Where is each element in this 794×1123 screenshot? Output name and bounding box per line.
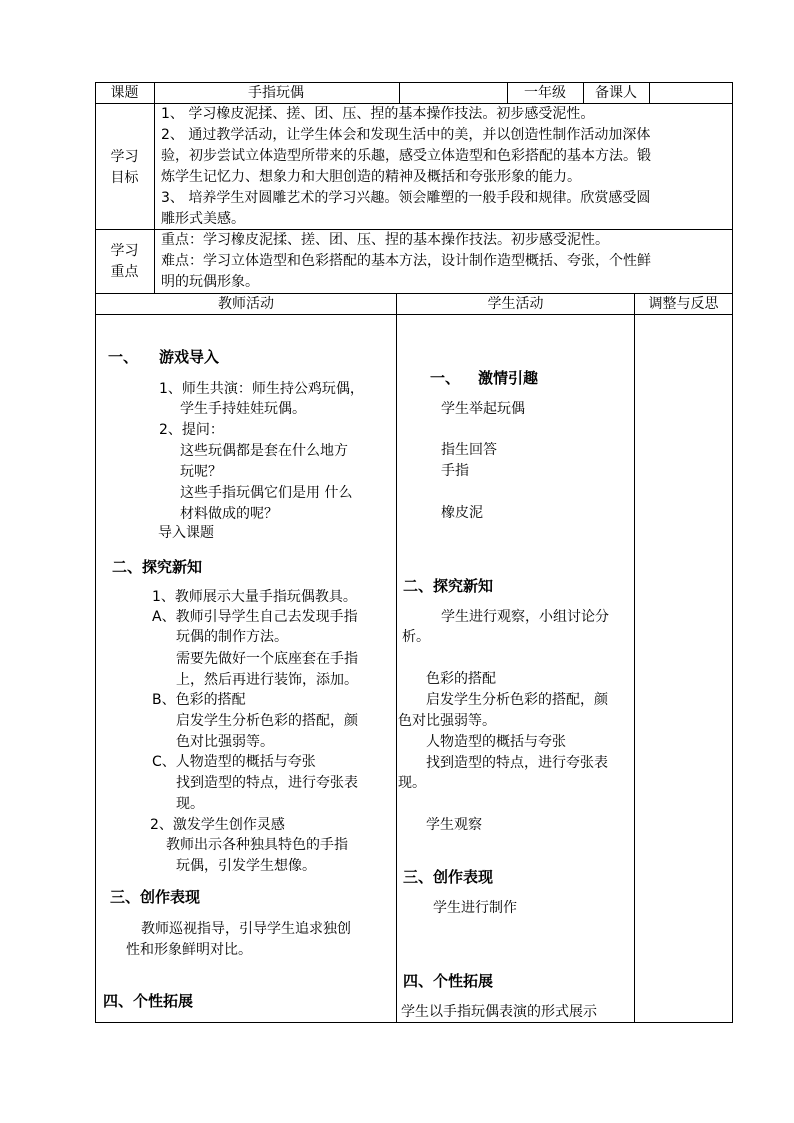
keypoints-label-line2: 重点 xyxy=(110,264,139,280)
teacher-text: 玩偶，引发学生想像。 xyxy=(176,858,316,874)
student-text: 橡皮泥 xyxy=(441,505,483,521)
student-text: 学生进行观察，小组讨论分 xyxy=(441,609,609,625)
grade-cell: 一年级 xyxy=(524,85,566,101)
teacher-section-3-title: 三、创作表现 xyxy=(110,888,201,906)
table-border-left xyxy=(95,82,96,1023)
teacher-text: 教师巡视指导，引导学生追求独创 xyxy=(141,921,351,937)
col-divider-teacher-student xyxy=(396,293,397,1023)
student-section-3-title: 三、创作表现 xyxy=(403,868,494,886)
table-border-right xyxy=(732,82,733,1023)
col-divider-student-reflection xyxy=(634,293,635,1023)
keypoint-line: 难点：学习立体造型和色彩搭配的基本方法，设计制作造型概括、夸张，个性鲜 xyxy=(161,253,651,269)
student-text: 学生观察 xyxy=(426,817,482,833)
teacher-text: C、人物造型的概括与夸张 xyxy=(152,754,316,770)
objective-line: 炼学生记忆力、想象力和大胆创造的精神及概括和夸张形象的能力。 xyxy=(161,169,581,185)
teacher-text: 性和形象鲜明对比。 xyxy=(126,942,252,958)
teacher-text: 现。 xyxy=(176,796,204,812)
teacher-text: 色对比强弱等。 xyxy=(176,734,274,750)
col-divider-header-a xyxy=(399,82,400,104)
teacher-text: 教师出示各种独具特色的手指 xyxy=(166,837,348,853)
teacher-text: 找到造型的特点，进行夸张表 xyxy=(176,775,358,791)
student-text: 学生以手指玩偶表演的形式展示 xyxy=(401,1004,597,1020)
reflection-header: 调整与反思 xyxy=(648,296,719,312)
teacher-text: 上，然后再进行装饰，添加。 xyxy=(176,672,358,688)
objectives-label-line2: 目标 xyxy=(110,170,139,186)
topic-label: 课题 xyxy=(110,85,139,101)
teacher-text: 学生手持娃娃玩偶。 xyxy=(180,401,306,417)
objectives-content xyxy=(161,104,729,230)
student-text: 人物造型的概括与夸张 xyxy=(426,734,566,750)
keypoints-content xyxy=(161,230,729,293)
student-text: 启发学生分析色彩的搭配，颜 xyxy=(426,692,608,708)
topic-value: 手指玩偶 xyxy=(248,85,304,101)
objective-line: 雕形式美感。 xyxy=(161,211,245,227)
student-text: 色对比强弱等。 xyxy=(398,713,496,729)
objective-line: 1、 学习橡皮泥揉、搓、团、压、捏的基本操作技法。初步感受泥性。 xyxy=(161,106,595,122)
keypoint-line: 重点：学习橡皮泥揉、搓、团、压、捏的基本操作技法。初步感受泥性。 xyxy=(161,232,609,248)
student-section-1-number: 一、 xyxy=(430,369,461,387)
teacher-text: 材料做成的呢？ xyxy=(180,506,278,522)
teacher-activity-header: 教师活动 xyxy=(218,296,274,312)
teacher-section-2-title: 二、探究新知 xyxy=(112,558,203,576)
teacher-text: 启发学生分析色彩的搭配，颜 xyxy=(176,713,358,729)
keypoint-line: 明的玩偶形象。 xyxy=(161,274,259,290)
teacher-text: B、色彩的搭配 xyxy=(152,692,246,708)
teacher-text: 这些手指玩偶它们是用 什么 xyxy=(180,485,353,501)
teacher-text: 1、教师展示大量手指玩偶教具。 xyxy=(152,589,357,605)
student-text: 指生回答 xyxy=(441,442,497,458)
teacher-text: 2、提问： xyxy=(159,422,224,438)
teacher-text: A、教师引导学生自己去发现手指 xyxy=(152,609,358,625)
student-text: 现。 xyxy=(398,775,426,791)
teacher-text: 玩呢？ xyxy=(180,464,222,480)
teacher-text: 1、师生共演：师生持公鸡玩偶， xyxy=(159,381,364,397)
teacher-text: 2、激发学生创作灵感 xyxy=(150,817,285,833)
student-text: 学生举起玩偶 xyxy=(441,401,525,417)
student-text: 学生进行制作 xyxy=(433,900,517,916)
student-text: 析。 xyxy=(402,629,430,645)
student-section-4-title: 四、个性拓展 xyxy=(403,972,494,990)
row-divider-columns xyxy=(95,314,733,315)
col-divider-label xyxy=(154,82,155,294)
preparer-label: 备课人 xyxy=(595,85,637,101)
teacher-section-1-number: 一、 xyxy=(108,348,139,366)
table-border-bottom xyxy=(95,1022,733,1023)
student-section-1-title: 激情引趣 xyxy=(478,369,539,387)
teacher-text: 需要先做好一个底座套在手指 xyxy=(176,651,358,667)
objective-line: 验，初步尝试立体造型所带来的乐趣，感受立体造型和色彩搭配的基本方法。锻 xyxy=(161,148,651,164)
student-section-2-title: 二、探究新知 xyxy=(403,577,494,595)
objective-line: 3、 培养学生对圆雕艺术的学习兴趣。领会雕塑的一般手段和规律。欣赏感受圆 xyxy=(161,190,651,206)
keypoints-label-line1: 学习 xyxy=(110,243,139,259)
teacher-text: 玩偶的制作方法。 xyxy=(176,629,288,645)
student-text: 找到造型的特点，进行夸张表 xyxy=(426,755,608,771)
teacher-section-4-title: 四、个性拓展 xyxy=(103,992,194,1010)
teacher-section-1-title: 游戏导入 xyxy=(159,348,220,366)
student-activity-header: 学生活动 xyxy=(487,296,544,312)
student-text: 色彩的搭配 xyxy=(426,671,496,687)
teacher-text: 导入课题 xyxy=(158,525,214,541)
objectives-label-line1: 学习 xyxy=(110,149,139,165)
col-divider-header-d xyxy=(649,82,650,104)
student-text: 手指 xyxy=(441,463,469,479)
teacher-text: 这些玩偶都是套在什么地方 xyxy=(180,443,348,459)
objective-line: 2、 通过教学活动，让学生体会和发现生活中的美，并以创造性制作活动加深体 xyxy=(161,127,651,143)
